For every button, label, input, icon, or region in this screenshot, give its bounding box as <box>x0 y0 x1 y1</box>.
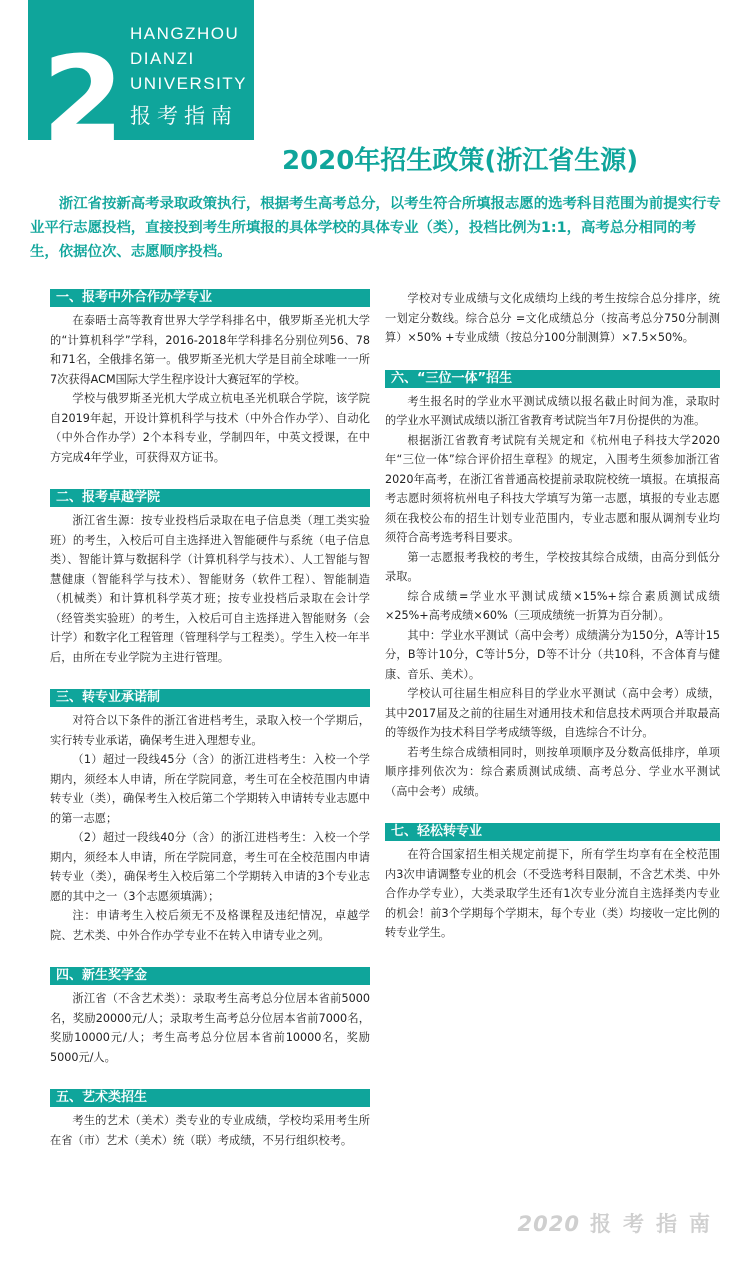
header-banner <box>28 0 254 168</box>
footer-year: 2020 <box>517 1212 580 1236</box>
section-paragraph: 考生的艺术（美术）类专业的专业成绩，学校均采用考生所在省（市）艺术（美术）统（联）考成绩，不另行组织校考。 <box>50 1114 370 1147</box>
section-paragraph: （2）超过一段线40分（含）的浙江进档考生：入校一个学期内，须经本人申请，所在学院同意，考生可在全校范围内申请转专业（类），确保考生入校后第二个学期转入申请的3个专业志愿的其中之一（3个志愿须填满）； <box>50 831 370 903</box>
section-paragraph: （1）超过一段线45分（含）的浙江进档考生：入校一个学期内，须经本人申请，所在学院同意，考生可在全校范围内申请转专业（类），确保考生入校后第二个学期转入申请转专业志愿中的第一志愿； <box>50 753 370 825</box>
section-paragraph: 第一志愿报考我校的考生，学校按其综合成绩，由高分到低分录取。 <box>385 550 720 583</box>
footer-brand <box>518 1208 722 1238</box>
section-heading: 三、转专业承诺制 <box>50 689 370 707</box>
section-paragraph: 在符合国家招生相关规定前提下，所有学生均享有在全校范围内3次申请调整专业的机会（不受选考科目限制，不含艺术类、中外合作办学专业），大类录取学生还有1次专业分流自主选择类内专业的机会！前3个学期每个学期末，每个专业（类）均接收一定比例的转专业学生。 <box>385 848 720 939</box>
section-heading: 五、艺术类招生 <box>50 1089 370 1107</box>
left-column <box>50 289 370 1150</box>
guide-label: 报考指南 <box>130 104 238 128</box>
page-title: 2020年招生政策(浙江省生源) <box>282 146 639 176</box>
section-paragraph: 学校对专业成绩与文化成绩均上线的考生按综合总分排序，统一划定分数线。综合总分 =文化成绩总分（按高考总分750分制测算）×50% +专业成绩（按总分100分制测算）×7.5×50%。 <box>385 292 720 344</box>
section-heading: 四、新生奖学金 <box>50 967 370 985</box>
footer-guide: 报考指南 <box>590 1212 722 1236</box>
section-heading: 一、报考中外合作办学专业 <box>50 289 370 307</box>
section-7 <box>385 823 720 943</box>
section-heading: 七、轻松转专业 <box>385 823 720 841</box>
section-paragraph: 注：申请考生入校后须无不及格课程及违纪情况，卓越学院、艺术类、中外合作办学专业不在转入申请专业之列。 <box>50 909 370 942</box>
section-heading: 二、报考卓越学院 <box>50 489 370 507</box>
section-4 <box>50 967 370 1067</box>
university-name-line2: DIANZI <box>130 49 195 68</box>
section-paragraph: 浙江省（不含艺术类）：录取考生高考总分位居本省前5000名，奖励20000元/人；录取考生高考总分位居本省前7000名，奖励10000元/人；考生高考总分位居本省前10000名，奖励5000元/人。 <box>50 992 370 1064</box>
section-paragraph: 对符合以下条件的浙江省进档考生，录取入校一个学期后，实行转专业承诺，确保考生进入理想专业。 <box>50 714 370 747</box>
section-heading: 六、“三位一体”招生 <box>385 370 720 388</box>
section-5-continued <box>385 289 720 348</box>
right-column <box>385 289 720 943</box>
section-5 <box>50 1089 370 1150</box>
intro-paragraph: 浙江省按新高考录取政策执行，根据考生高考总分，以考生符合所填报志愿的选考科目范围为前提实行专业平行志愿投档，直接投到考生所填报的具体学校的具体专业（类），投档比例为1:1，高考总分相同的考生，依据位次、志愿顺序投档。 <box>30 196 721 260</box>
section-paragraph: 学校认可往届生相应科目的学业水平测试（高中会考）成绩，其中2017届及之前的往届生对通用技术和信息技术两项合并取最高的等级作为技术科目学考成绩等级，自选综合不计分。 <box>385 687 720 739</box>
section-1 <box>50 289 370 467</box>
section-paragraph: 考生报名时的学业水平测试成绩以报名截止时间为准，录取时的学业水平测试成绩以浙江省教育考试院当年7月份提供的为准。 <box>385 394 720 427</box>
section-paragraph: 其中：学业水平测试（高中会考）成绩满分为150分，A等计15分，B等计10分，C等计5分，D等不计分（共10科，不含体育与健康、音乐、美术）。 <box>385 628 720 681</box>
section-paragraph: 学校与俄罗斯圣光机大学成立杭电圣光机联合学院，该学院自2019年起，开设计算机科学与技术（中外合作办学）、自动化（中外合作办学）2个本科专业，学制四年，中英文授课，在中方完成4年学业，可获得双方证书。 <box>50 392 370 464</box>
section-paragraph: 在泰晤士高等教育世界大学学科排名中，俄罗斯圣光机大学的“计算机科学”学科，2016-2018年学科排名分别位列56、78和71名，全俄排名第一。俄罗斯圣光机大学是目前全球唯一一所7次获得ACM国际大学生程序设计大赛冠军的学校。 <box>50 314 370 386</box>
chapter-number: 2 <box>42 30 125 168</box>
section-paragraph: 根据浙江省教育考试院有关规定和《杭州电子科技大学2020年“三位一体”综合评价招生章程》的规定，入围考生须参加浙江省2020年高考，在浙江省普通高校提前录取院校统一填报。在填报高考志愿时须将杭州电子科技大学填写为第一志愿，填报的专业志愿须在我校公布的招生计划专业范围内，专业志愿和服从调剂专业均须符合高考选考科目要求。 <box>385 433 720 544</box>
university-name-line3: UNIVERSITY <box>130 74 248 93</box>
section-2 <box>50 489 370 667</box>
section-paragraph: 综合成绩=学业水平测试成绩×15%+综合素质测试成绩×25%+高考成绩×60%（三项成绩统一折算为百分制）。 <box>385 589 720 622</box>
section-6 <box>385 370 720 802</box>
section-paragraph: 浙江省生源：按专业投档后录取在电子信息类（理工类实验班）的考生，入校后可自主选择进入智能硬件与系统（电子信息类）、智能计算与数据科学（计算机科学与技术）、人工智能与智慧健康（智能科学与技术）、智能财务（软件工程）、智能制造（机械类）和计算机科学英才班；按专业投档后录取在会计学（经管类实验班）的考生，入校后可自主选择进入智能财务（会计学）和数字化工程管理（管理科学与工程类）。学生入校一年半后，由所在专业学院为主进行管理。 <box>50 514 370 664</box>
section-paragraph: 若考生综合成绩相同时，则按单项顺序及分数高低排序，单项顺序排列依次为：综合素质测试成绩、高考总分、学业水平测试（高中会考）成绩。 <box>385 745 720 798</box>
university-name-line1: HANGZHOU <box>130 24 240 43</box>
section-3 <box>50 689 370 945</box>
